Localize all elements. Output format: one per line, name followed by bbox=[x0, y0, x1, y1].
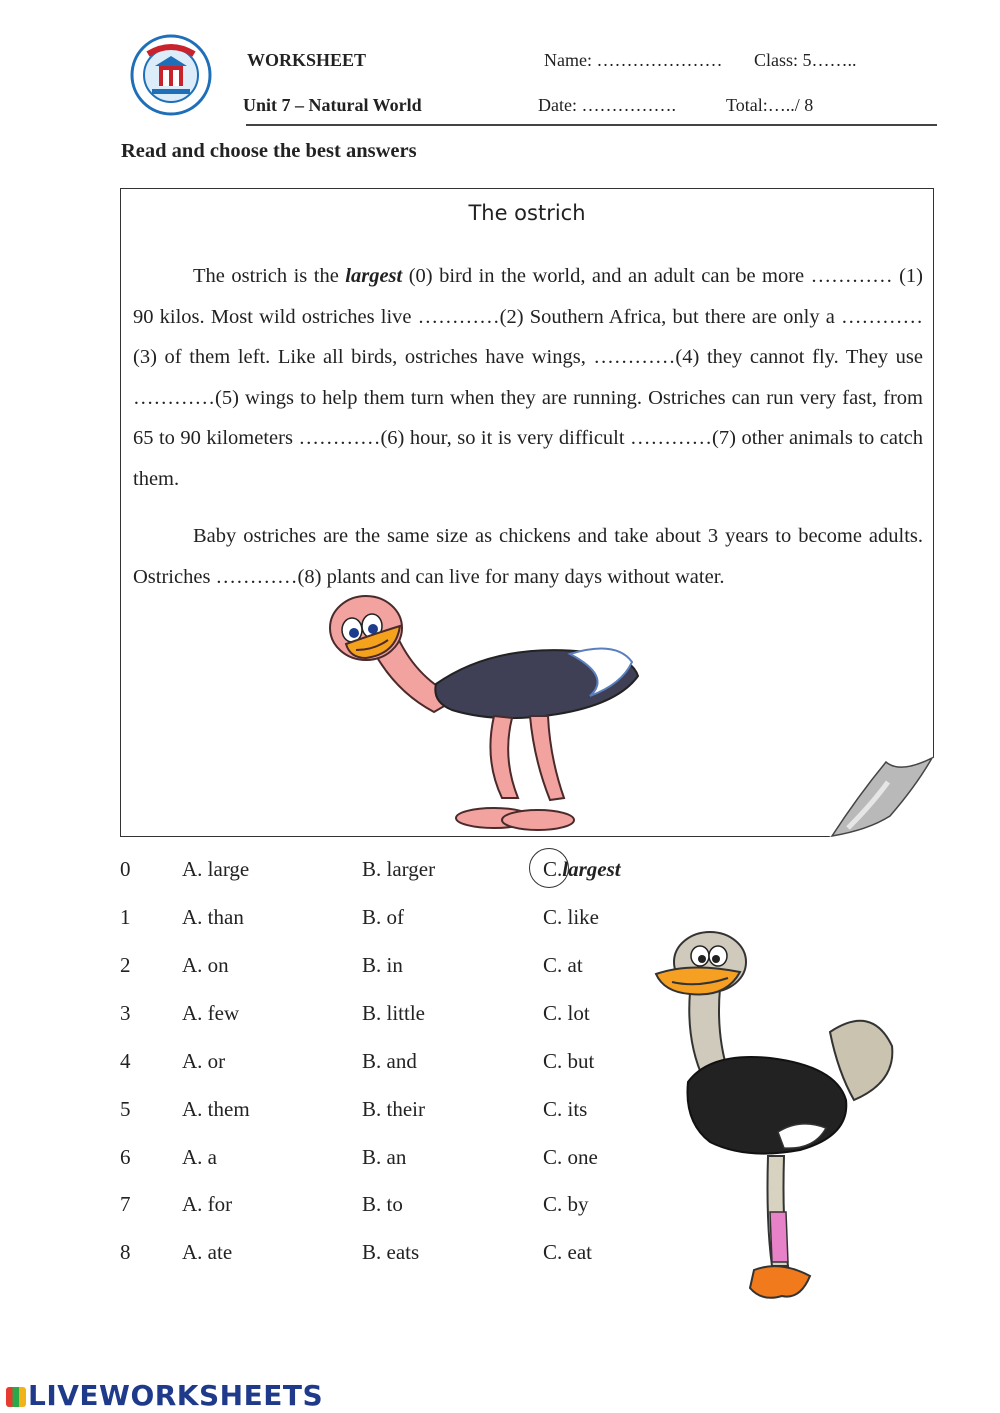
question-number: 5 bbox=[120, 1097, 131, 1121]
option-a[interactable]: A. few bbox=[182, 1001, 240, 1025]
option-c[interactable]: C. one bbox=[543, 1145, 598, 1169]
question-number: 4 bbox=[120, 1049, 131, 1073]
instructions: Read and choose the best answers bbox=[121, 140, 417, 162]
option-b[interactable]: B. of bbox=[362, 905, 404, 929]
page-curl-icon bbox=[828, 756, 938, 840]
class-field[interactable]: Class: 5…….. bbox=[754, 50, 857, 70]
worksheet-label: WORKSHEET bbox=[247, 50, 367, 70]
option-c[interactable]: C. by bbox=[543, 1192, 589, 1216]
option-c-letter: C. bbox=[543, 857, 563, 881]
option-a[interactable]: A. on bbox=[182, 953, 229, 977]
option-a[interactable]: A. large bbox=[182, 857, 250, 881]
option-c[interactable]: C. like bbox=[543, 905, 599, 929]
school-logo-icon bbox=[130, 34, 212, 116]
brand-name: LIVEWORKSHEETS bbox=[28, 1379, 324, 1412]
option-b[interactable]: B. to bbox=[362, 1192, 403, 1216]
paragraph-1-rest: (0) bird in the world, and an adult can be more ………… (1) 90 kilos. Most wild ostriches live …………(2) Southern Africa, but there are only a …………(3) of them left. Like all birds, ostriches have wings, …………(4) they cannot fly. They use …………(5) wings to help them turn when they are running. Ostriches can run very fast, from 65 to 90 kilometers …………(6) hour, so it is very difficult …………(7) other animals to catch them. bbox=[133, 265, 923, 490]
option-b[interactable]: B. and bbox=[362, 1049, 417, 1073]
liveworksheets-logo bbox=[6, 1379, 323, 1412]
unit-label: Unit 7 – Natural World bbox=[243, 95, 422, 115]
option-b[interactable]: B. in bbox=[362, 953, 403, 977]
header-divider bbox=[246, 124, 937, 126]
paragraph-2-text: Baby ostriches are the same size as chickens and take about 3 years to become adults. Ostriches …………(8) plants and can live for many days without water. bbox=[133, 525, 923, 588]
option-a[interactable]: A. than bbox=[182, 905, 244, 929]
keyword-largest: largest bbox=[345, 265, 403, 287]
date-field[interactable]: Date: ……………. bbox=[538, 95, 676, 115]
passage-title: The ostrich bbox=[468, 201, 586, 225]
option-c[interactable]: C. lot bbox=[543, 1001, 590, 1025]
option-a[interactable]: A. a bbox=[182, 1145, 217, 1169]
paragraph-1-start: The ostrich is the bbox=[193, 265, 346, 287]
question-number: 6 bbox=[120, 1145, 131, 1169]
black-ostrich-illustration bbox=[650, 922, 900, 1312]
option-b[interactable]: B. an bbox=[362, 1145, 407, 1169]
option-a[interactable]: A. ate bbox=[182, 1240, 233, 1264]
paragraph-2 bbox=[133, 516, 923, 597]
question-number: 7 bbox=[120, 1192, 131, 1216]
option-b[interactable]: B. eats bbox=[362, 1240, 420, 1264]
question-number: 0 bbox=[120, 857, 131, 881]
option-c-answer: largest bbox=[562, 857, 621, 881]
name-field[interactable]: Name: ………………… bbox=[544, 50, 723, 70]
option-c[interactable]: C. its bbox=[543, 1097, 588, 1121]
selected-answer-circle bbox=[529, 848, 569, 888]
option-b[interactable]: B. little bbox=[362, 1001, 425, 1025]
question-number: 1 bbox=[120, 905, 131, 929]
paragraph-1 bbox=[133, 256, 923, 500]
option-a[interactable]: A. for bbox=[182, 1192, 233, 1216]
total-field: Total:…../ 8 bbox=[726, 95, 814, 115]
option-c[interactable]: C. eat bbox=[543, 1240, 592, 1264]
question-number: 2 bbox=[120, 953, 131, 977]
question-number: 8 bbox=[120, 1240, 131, 1264]
option-c[interactable]: C. at bbox=[543, 953, 583, 977]
pink-ostrich-illustration bbox=[326, 592, 646, 842]
question-number: 3 bbox=[120, 1001, 131, 1025]
option-a[interactable]: A. or bbox=[182, 1049, 226, 1073]
option-b[interactable]: B. larger bbox=[362, 857, 436, 881]
option-a[interactable]: A. them bbox=[182, 1097, 250, 1121]
option-b[interactable]: B. their bbox=[362, 1097, 425, 1121]
brand-grid-icon bbox=[6, 1387, 26, 1407]
option-c[interactable]: C. but bbox=[543, 1049, 595, 1073]
